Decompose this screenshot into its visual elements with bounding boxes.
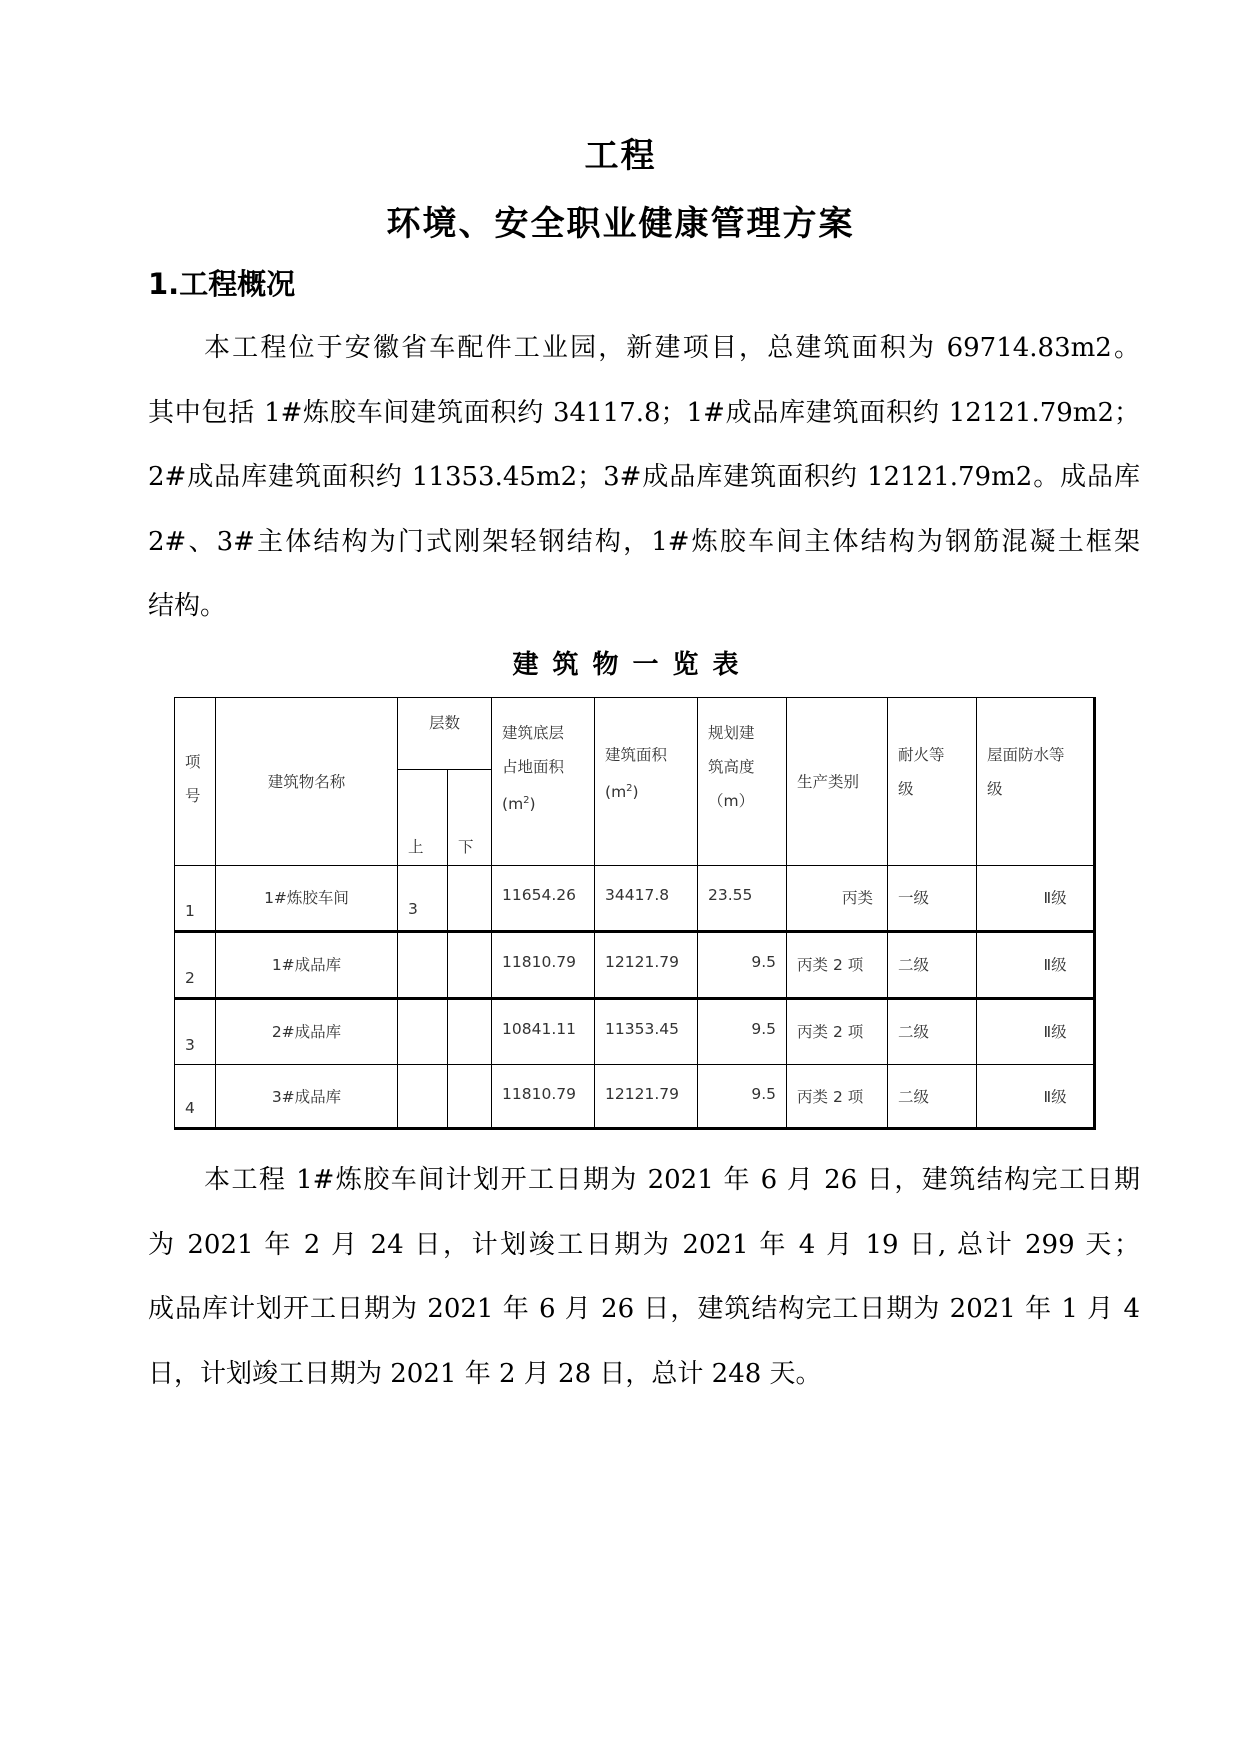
header-text: 建筑面积: [605, 746, 668, 764]
paragraph-line: 日，计划竣工日期为 2021 年 2 月 28 日，总计 248 天。: [148, 1358, 822, 1389]
table-title: 建筑物一览表: [512, 650, 753, 680]
header-category: 生产类别: [787, 698, 888, 866]
overview-paragraph: [148, 316, 1140, 639]
cell-no: 3: [175, 999, 216, 1065]
cell-height: 9.5: [698, 932, 787, 999]
header-floors: 层数: [398, 698, 492, 770]
cell-category: 丙类 2 项: [787, 932, 888, 999]
header-roof: [977, 698, 1095, 866]
cell-floors-up: 3: [398, 866, 448, 932]
header-text: 项: [185, 752, 201, 771]
header-text: ): [529, 795, 536, 814]
cell-category: 丙类 2 项: [787, 1065, 888, 1129]
header-text: 级: [898, 780, 914, 798]
cell-area: 11353.45: [595, 999, 698, 1065]
header-sup: 2: [523, 795, 530, 806]
header-area: [595, 698, 698, 866]
cell-name: 2#成品库: [216, 999, 398, 1065]
paragraph-line: 成品库计划开工日期为 2021 年 6 月 26 日，建筑结构完工日期为 2021 年 1 月 4: [148, 1294, 1140, 1324]
header-item-no: [175, 698, 216, 866]
header-height: [698, 698, 787, 866]
cell-floors-up: [398, 999, 448, 1065]
header-text: 规划建: [708, 724, 755, 742]
cell-area: 34417.8: [595, 866, 698, 932]
header-footprint: [492, 698, 595, 866]
header-text: 号: [185, 786, 201, 805]
cell-height: 9.5: [698, 1065, 787, 1129]
header-text: 筑高度: [708, 758, 755, 776]
cell-fire: 一级: [888, 866, 977, 932]
header-floors-up: 上: [398, 770, 448, 866]
cell-floors-up: [398, 1065, 448, 1129]
header-sup: 2: [626, 783, 633, 794]
header-text: 建筑底层: [502, 724, 565, 742]
paragraph-line: 为 2021 年 2 月 24 日，计划竣工日期为 2021 年 4 月 19 日, 总计 299 天；: [148, 1229, 1140, 1260]
cell-height: 9.5: [698, 999, 787, 1065]
cell-floors-down: [448, 866, 492, 932]
header-name: 建筑物名称: [216, 698, 398, 866]
cell-roof: Ⅱ级: [977, 1065, 1095, 1129]
table-row: [175, 932, 1095, 999]
cell-roof: Ⅱ级: [977, 866, 1095, 932]
header-text: 屋面防水等: [987, 746, 1065, 764]
cell-category: 丙类 2 项: [787, 999, 888, 1065]
header-floors-down: 下: [448, 770, 492, 866]
paragraph-line: 2#成品库建筑面积约 11353.45m2；3#成品库建筑面积约 12121.79m2。成品库: [148, 462, 1140, 492]
paragraph-line: 本工程 1#炼胶车间计划开工日期为 2021 年 6 月 26 日，建筑结构完工日期: [204, 1165, 1140, 1195]
cell-no: 4: [175, 1065, 216, 1129]
table-row: [175, 1065, 1095, 1129]
cell-name: 1#炼胶车间: [216, 866, 398, 932]
buildings-table: [174, 697, 1096, 1130]
cell-footprint: 11810.79: [492, 1065, 595, 1129]
cell-area: 12121.79: [595, 1065, 698, 1129]
cell-fire: 二级: [888, 1065, 977, 1129]
header-text: [605, 772, 687, 809]
cell-area: 12121.79: [595, 932, 698, 999]
header-text: [502, 784, 584, 821]
cell-roof: Ⅱ级: [977, 999, 1095, 1065]
paragraph-line: 本工程位于安徽省车配件工业园，新建项目，总建筑面积为 69714.83m2。: [204, 333, 1140, 363]
cell-fire: 二级: [888, 932, 977, 999]
cell-footprint: 11810.79: [492, 932, 595, 999]
table-header-row: [175, 698, 1095, 770]
paragraph-line: 其中包括 1#炼胶车间建筑面积约 34117.8；1#成品库建筑面积约 12121.79m2；: [148, 397, 1140, 428]
header-text: (m: [502, 795, 524, 814]
document-subtitle: 环境、安全职业健康管理方案: [386, 204, 855, 244]
header-text: 耐火等: [898, 746, 945, 764]
paragraph-line: 2#、3#主体结构为门式刚架轻钢结构，1#炼胶车间主体结构为钢筋混凝土框架: [148, 526, 1140, 557]
cell-no: 2: [175, 932, 216, 999]
header-text: (m: [605, 783, 627, 802]
cell-name: 1#成品库: [216, 932, 398, 999]
header-text: （m）: [708, 792, 755, 810]
cell-name: 3#成品库: [216, 1065, 398, 1129]
table-row: [175, 999, 1095, 1065]
cell-floors-up: [398, 932, 448, 999]
cell-footprint: 10841.11: [492, 999, 595, 1065]
cell-floors-down: [448, 932, 492, 999]
cell-category: 丙类: [787, 866, 888, 932]
header-text: 级: [987, 780, 1003, 798]
cell-height: 23.55: [698, 866, 787, 932]
cell-footprint: 11654.26: [492, 866, 595, 932]
cell-no: 1: [175, 866, 216, 932]
section-heading: 1.工程概况: [148, 267, 296, 301]
paragraph-line: 结构。: [148, 591, 227, 621]
header-fire: [888, 698, 977, 866]
cell-floors-down: [448, 999, 492, 1065]
cell-fire: 二级: [888, 999, 977, 1065]
header-text: ): [632, 783, 639, 802]
schedule-paragraph: [148, 1148, 1140, 1406]
table-row: [175, 866, 1095, 932]
cell-floors-down: [448, 1065, 492, 1129]
header-text: 占地面积: [502, 758, 565, 776]
document-title: 工程: [584, 136, 657, 176]
cell-roof: Ⅱ级: [977, 932, 1095, 999]
